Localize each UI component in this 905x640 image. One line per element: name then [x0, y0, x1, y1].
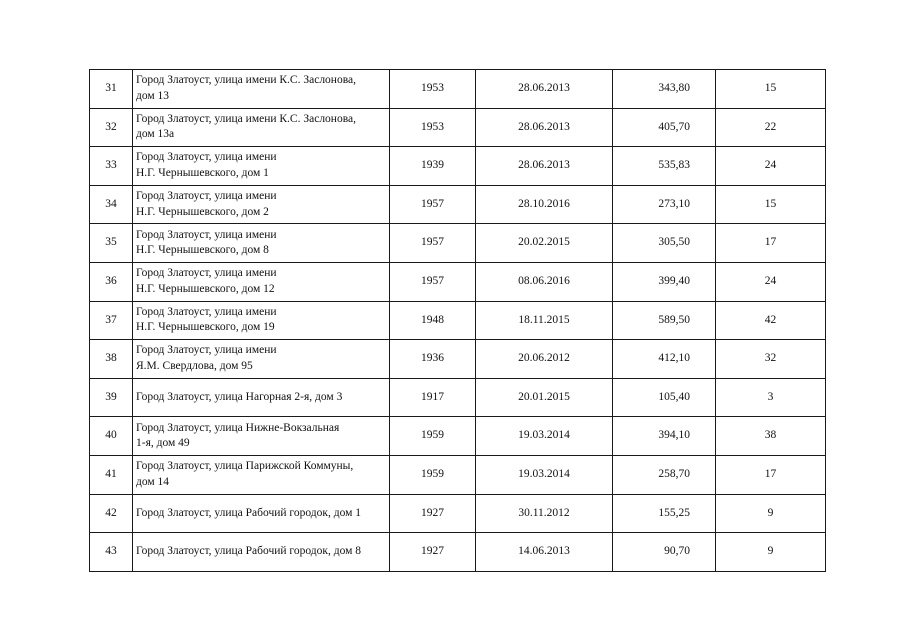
address-cell: [133, 301, 390, 340]
address-cell: [133, 147, 390, 186]
table-row: [90, 185, 826, 224]
address-line: 1-я, дом 49: [136, 437, 190, 450]
table-row: [90, 533, 826, 572]
row-number-cell: 35: [90, 224, 133, 263]
count-cell: 24: [716, 147, 826, 186]
area-cell: 305,50: [613, 224, 716, 263]
date-cell: 28.06.2013: [476, 147, 613, 186]
date-cell: 20.06.2012: [476, 340, 613, 379]
row-number-cell: 42: [90, 494, 133, 533]
row-number-cell: 39: [90, 378, 133, 417]
row-number-cell: 33: [90, 147, 133, 186]
area-cell: 405,70: [613, 108, 716, 147]
count-cell: 32: [716, 340, 826, 379]
table-row: [90, 147, 826, 186]
area-cell: 394,10: [613, 417, 716, 456]
address-line: Город Златоуст, улица имени: [136, 305, 277, 318]
build-year-cell: 1957: [390, 185, 476, 224]
address-cell: [133, 224, 390, 263]
row-number-cell: 36: [90, 262, 133, 301]
date-cell: 20.01.2015: [476, 378, 613, 417]
count-cell: 38: [716, 417, 826, 456]
table-body: [90, 70, 826, 572]
address-line: Город Златоуст, улица имени К.С. Заслонова,: [136, 112, 356, 125]
row-number-cell: 32: [90, 108, 133, 147]
table-row: [90, 224, 826, 263]
address-cell: [133, 185, 390, 224]
count-cell: 17: [716, 224, 826, 263]
address-cell: [133, 455, 390, 494]
housing-registry-table: [89, 69, 826, 572]
date-cell: 08.06.2016: [476, 262, 613, 301]
count-cell: 22: [716, 108, 826, 147]
address-line: Город Златоуст, улица Рабочий городок, дом 1: [136, 506, 362, 519]
count-cell: 15: [716, 185, 826, 224]
address-line: дом 14: [136, 475, 170, 488]
build-year-cell: 1957: [390, 262, 476, 301]
build-year-cell: 1953: [390, 108, 476, 147]
area-cell: 90,70: [613, 533, 716, 572]
address-cell: [133, 494, 390, 533]
address-line: Город Златоуст, улица имени: [136, 228, 277, 241]
build-year-cell: 1959: [390, 455, 476, 494]
row-number-cell: 41: [90, 455, 133, 494]
address-line: Н.Г. Чернышевского, дом 2: [136, 205, 269, 218]
address-line: Н.Г. Чернышевского, дом 8: [136, 244, 269, 257]
table-row: [90, 262, 826, 301]
date-cell: 20.02.2015: [476, 224, 613, 263]
build-year-cell: 1936: [390, 340, 476, 379]
row-number-cell: 43: [90, 533, 133, 572]
build-year-cell: 1917: [390, 378, 476, 417]
row-number-cell: 31: [90, 70, 133, 109]
table-row: [90, 340, 826, 379]
address-cell: [133, 262, 390, 301]
date-cell: 28.06.2013: [476, 70, 613, 109]
address-line: Город Златоуст, улица Рабочий городок, дом 8: [136, 545, 362, 558]
address-line: Н.Г. Чернышевского, дом 1: [136, 166, 269, 179]
date-cell: 14.06.2013: [476, 533, 613, 572]
address-cell: [133, 378, 390, 417]
count-cell: 42: [716, 301, 826, 340]
table-row: [90, 494, 826, 533]
count-cell: 17: [716, 455, 826, 494]
count-cell: 9: [716, 533, 826, 572]
date-cell: 28.10.2016: [476, 185, 613, 224]
date-cell: 18.11.2015: [476, 301, 613, 340]
build-year-cell: 1959: [390, 417, 476, 456]
address-line: Город Златоуст, улица Парижской Коммуны,: [136, 460, 354, 473]
area-cell: 343,80: [613, 70, 716, 109]
row-number-cell: 37: [90, 301, 133, 340]
date-cell: 19.03.2014: [476, 417, 613, 456]
build-year-cell: 1953: [390, 70, 476, 109]
area-cell: 105,40: [613, 378, 716, 417]
area-cell: 589,50: [613, 301, 716, 340]
row-number-cell: 40: [90, 417, 133, 456]
address-line: дом 13а: [136, 128, 175, 141]
table-row: [90, 301, 826, 340]
address-line: Город Златоуст, улица имени К.С. Заслонова,: [136, 74, 356, 87]
count-cell: 9: [716, 494, 826, 533]
area-cell: 535,83: [613, 147, 716, 186]
table-row: [90, 70, 826, 109]
address-line: Н.Г. Чернышевского, дом 19: [136, 321, 275, 334]
table-row: [90, 417, 826, 456]
address-cell: [133, 340, 390, 379]
table-row: [90, 455, 826, 494]
address-line: Город Златоуст, улица Нагорная 2-я, дом 3: [136, 390, 343, 403]
address-line: Я.М. Свердлова, дом 95: [136, 359, 253, 372]
build-year-cell: 1948: [390, 301, 476, 340]
count-cell: 24: [716, 262, 826, 301]
area-cell: 399,40: [613, 262, 716, 301]
address-line: Н.Г. Чернышевского, дом 12: [136, 282, 275, 295]
address-cell: [133, 533, 390, 572]
address-line: Город Златоуст, улица имени: [136, 344, 277, 357]
address-cell: [133, 417, 390, 456]
address-line: Город Златоуст, улица имени: [136, 267, 277, 280]
address-cell: [133, 108, 390, 147]
address-line: Город Златоуст, улица Нижне-Вокзальная: [136, 421, 340, 434]
build-year-cell: 1957: [390, 224, 476, 263]
address-cell: [133, 70, 390, 109]
date-cell: 19.03.2014: [476, 455, 613, 494]
area-cell: 258,70: [613, 455, 716, 494]
address-line: дом 13: [136, 89, 170, 102]
date-cell: 28.06.2013: [476, 108, 613, 147]
address-line: Город Златоуст, улица имени: [136, 190, 277, 203]
row-number-cell: 34: [90, 185, 133, 224]
date-cell: 30.11.2012: [476, 494, 613, 533]
area-cell: 155,25: [613, 494, 716, 533]
count-cell: 3: [716, 378, 826, 417]
address-line: Город Златоуст, улица имени: [136, 151, 277, 164]
table-row: [90, 378, 826, 417]
area-cell: 273,10: [613, 185, 716, 224]
build-year-cell: 1939: [390, 147, 476, 186]
count-cell: 15: [716, 70, 826, 109]
table-row: [90, 108, 826, 147]
row-number-cell: 38: [90, 340, 133, 379]
build-year-cell: 1927: [390, 533, 476, 572]
area-cell: 412,10: [613, 340, 716, 379]
build-year-cell: 1927: [390, 494, 476, 533]
